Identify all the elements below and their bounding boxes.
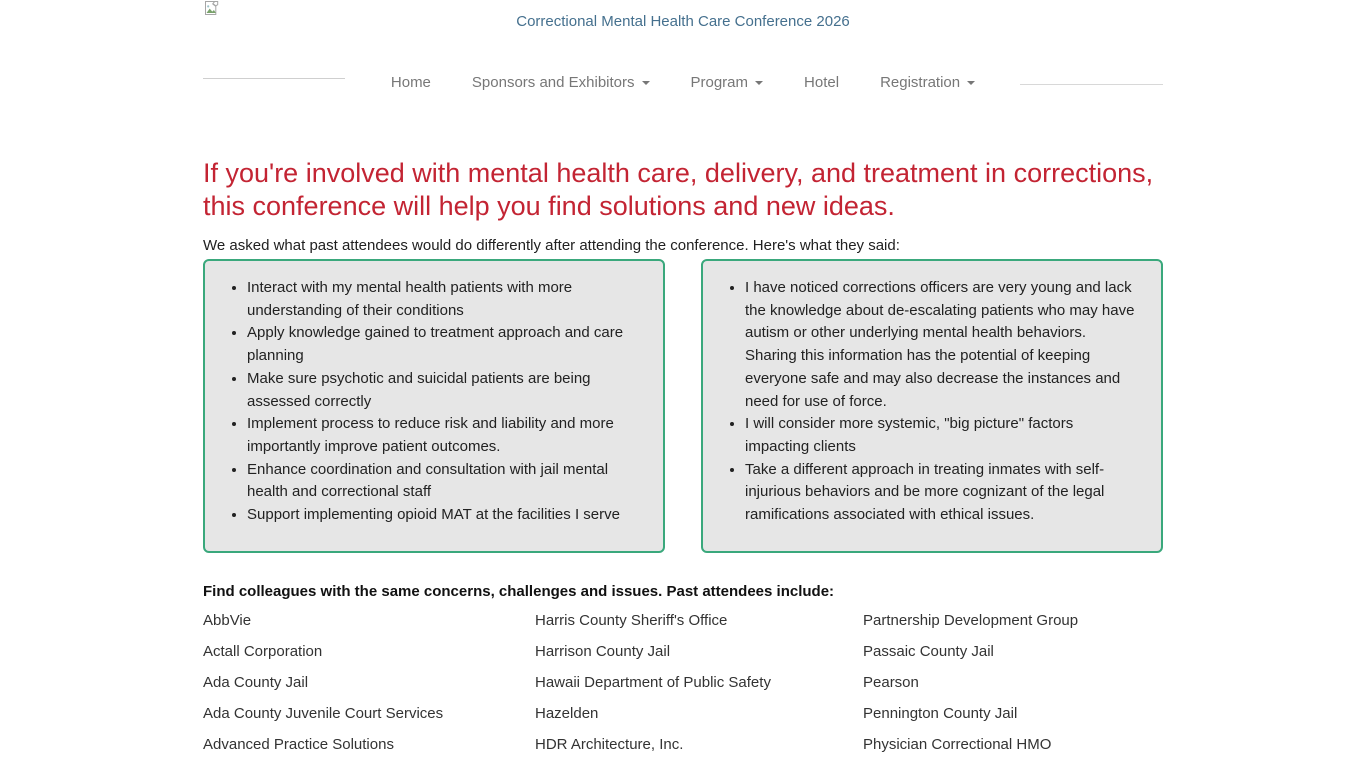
nav-divider-left — [203, 78, 345, 79]
attendees-column-3 — [863, 612, 1163, 767]
nav-item-label: Registration — [880, 74, 961, 91]
page-headline: If you're involved with mental health care, delivery, and treatment in corrections, this conference will help you find solutions and new ideas. — [203, 158, 1154, 221]
nav-item-label: Sponsors and Exhibitors — [471, 74, 635, 91]
chevron-down-icon — [642, 81, 650, 85]
testimonial-item: • I will consider more systemic, "big picture" factors impacting clients — [745, 413, 1141, 458]
attendees-column-2 — [535, 612, 863, 767]
attendee-name: Actall Corporation — [203, 642, 323, 660]
broken-image-icon — [203, 0, 220, 17]
testimonial-box-right — [701, 259, 1163, 553]
attendee-name: Pearson — [863, 673, 919, 691]
testimonial-item: • Implement process to reduce risk and liability and more importantly improve patient outcomes. — [247, 413, 643, 458]
testimonial-item: • I have noticed corrections officers are very young and lack the knowledge about de-escalating patients who may have autism or other underlying mental health behaviors. Sharing this information has the potential of keeping everyone safe and may also decrease the instances and need for use of force. — [745, 277, 1141, 413]
testimonial-box-left — [203, 259, 665, 553]
testimonial-item: • Enhance coordination and consultation with jail mental health and correctional staff — [247, 459, 643, 504]
testimonial-item: • Apply knowledge gained to treatment approach and care planning — [247, 322, 643, 367]
testimonial-list-right — [703, 261, 1161, 551]
nav-item-label: Program — [690, 74, 749, 91]
attendee-name: Harris County Sheriff's Office — [535, 611, 728, 629]
testimonial-list-left — [205, 261, 663, 551]
colleagues-heading: Find colleagues with the same concerns, challenges and issues. Past attendees include: — [203, 582, 835, 600]
testimonial-item: • Interact with my mental health patients with more understanding of their conditions — [247, 277, 643, 322]
nav-item-label: Hotel — [804, 74, 840, 91]
chevron-down-icon — [967, 81, 975, 85]
nav-item-label: Home — [390, 74, 431, 91]
attendee-name: Passaic County Jail — [863, 642, 994, 660]
testimonial-boxes — [203, 259, 1163, 553]
nav-item-home[interactable] — [391, 74, 431, 92]
attendee-name: Partnership Development Group — [863, 611, 1079, 629]
attendee-name: Ada County Juvenile Court Services — [203, 704, 444, 722]
attendee-name: HDR Architecture, Inc. — [535, 735, 684, 753]
attendee-name: Harrison County Jail — [535, 642, 671, 660]
testimonial-item: • Make sure psychotic and suicidal patients are being assessed correctly — [247, 368, 643, 413]
testimonial-item: • Support implementing opioid MAT at the facilities I serve — [247, 504, 643, 527]
chevron-down-icon — [755, 81, 763, 85]
testimonial-item: • Take a different approach in treating inmates with self-injurious behaviors and be more cognizant of the legal ramifications associated with ethical issues. — [745, 459, 1141, 527]
nav-item-program[interactable] — [691, 74, 764, 92]
attendees-grid — [203, 612, 1163, 767]
nav-item-sponsors-and-exhibitors[interactable] — [472, 74, 650, 92]
attendee-name: Pennington County Jail — [863, 704, 1018, 722]
nav-divider-right — [1020, 84, 1163, 85]
attendee-name: Hawaii Department of Public Safety — [535, 673, 771, 691]
attendee-name: AbbVie — [203, 611, 252, 629]
attendee-name: Advanced Practice Solutions — [203, 735, 394, 753]
main-navigation — [203, 71, 1163, 95]
nav-item-hotel[interactable] — [804, 74, 839, 92]
nav-item-registration[interactable] — [880, 74, 975, 92]
page-container — [203, 0, 1163, 767]
intro-text: We asked what past attendees would do differently after attending the conference. Here's what they said: — [203, 237, 900, 254]
attendee-name: Ada County Jail — [203, 673, 309, 691]
site-title: Correctional Mental Health Care Conference 2026 — [516, 13, 850, 30]
site-header — [203, 0, 1163, 31]
attendee-name: Physician Correctional HMO — [863, 735, 1052, 753]
attendee-name: Hazelden — [535, 704, 599, 722]
attendees-column-1 — [203, 612, 535, 767]
